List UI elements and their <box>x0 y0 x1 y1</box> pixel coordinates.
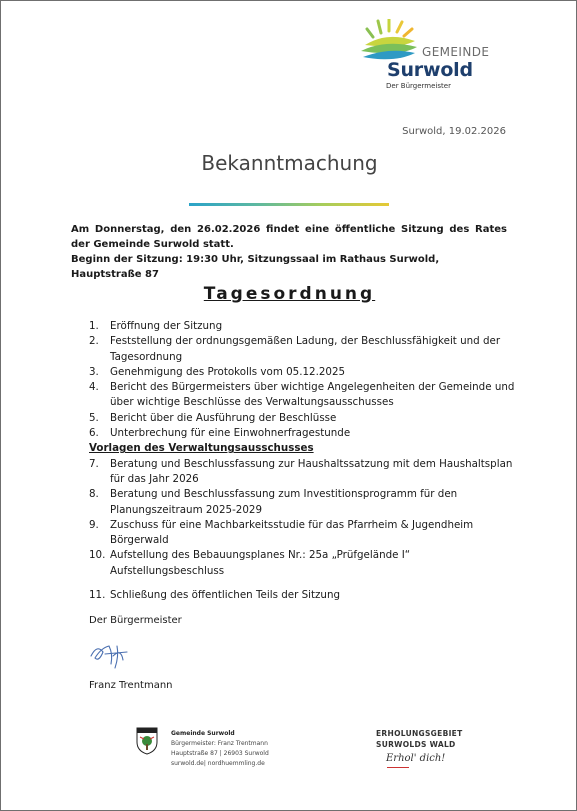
intro-line-1: Am Donnerstag, den 26.02.2026 findet eine öffentliche Sitzung des Rates der Gemeinde Surwold statt. <box>71 224 507 250</box>
logo-subtitle: Der Bürgermeister <box>386 82 451 90</box>
agenda-item: 4. Bericht des Bürgermeisters über wichtige Angelegenheiten der Gemeinde und über wichtige Beschlüsse des Verwaltungsausschusses <box>89 381 515 409</box>
signer-name: Franz Trentmann <box>89 680 173 691</box>
agenda-heading: Tagesordnung <box>203 284 376 304</box>
agenda-item: 7. Beratung und Beschlussfassung zur Haushaltssatzung mit dem Haushaltsplan für das Jahr 2026 <box>89 457 513 485</box>
agenda-item: 10. Aufstellung des Bebauungsplanes Nr.: 25a „Prüfgelände I“ Aufstellungsbeschluss <box>89 549 411 577</box>
footer-org-web: surwold.de| nordhuemmling.de <box>171 760 265 767</box>
slogan-underline <box>387 767 409 768</box>
meeting-intro <box>71 222 507 282</box>
signature-icon <box>87 638 137 670</box>
footer-org-mayor: Bürgermeister: Franz Trentmann <box>171 740 268 747</box>
page-title: Bekanntmachung <box>201 151 378 175</box>
coat-of-arms-icon <box>136 727 158 755</box>
agenda-item: 8. Beratung und Beschlussfassung zum Investitionsprogramm für den Planungszeitraum 2025-2029 <box>89 488 458 516</box>
agenda-item: 9. Zuschuss für eine Machbarkeitsstudie für das Pfarrheim & Jugendheim Börgerwald <box>89 518 474 547</box>
erholungsgebiet-slogan: Erhol' dich! <box>386 753 446 764</box>
document-date: Surwold, 19.02.2026 <box>402 126 506 137</box>
agenda-item: 6. Unterbrechung für eine Einwohnerfragestunde <box>89 427 351 440</box>
agenda-list <box>89 319 519 603</box>
erholungsgebiet-line-1: ERHOLUNGSGEBIET <box>376 729 463 738</box>
signoff-title: Der Bürgermeister <box>89 615 182 626</box>
logo-top-word: GEMEINDE <box>422 45 490 59</box>
footer-org-address: Hauptstraße 87 | 26903 Surwold <box>171 750 269 757</box>
intro-line-2: Beginn der Sitzung: 19:30 Uhr, Sitzungssaal im Rathaus Surwold, Hauptstraße 87 <box>71 254 440 280</box>
agenda-item: 5. Bericht über die Ausführung der Beschlüsse <box>89 411 337 424</box>
footer-org-name: Gemeinde Surwold <box>171 730 235 737</box>
logo-name: Surwold <box>387 59 473 81</box>
agenda-subheading: Vorlagen des Verwaltungsausschusses <box>89 442 314 455</box>
agenda-item: 11. Schließung des öffentlichen Teils der Sitzung <box>89 589 341 602</box>
title-divider <box>189 203 389 206</box>
agenda-item: 2. Feststellung der ordnungsgemäßen Ladung, der Beschlussfähigkeit und der Tagesordnung <box>89 335 501 363</box>
footer-org-block <box>171 729 269 769</box>
agenda-item: 3. Genehmigung des Protokolls vom 05.12.2025 <box>89 365 346 378</box>
erholungsgebiet-line-2: SURWOLDS WALD <box>376 740 456 749</box>
agenda-item: 1. Eröffnung der Sitzung <box>89 320 223 332</box>
